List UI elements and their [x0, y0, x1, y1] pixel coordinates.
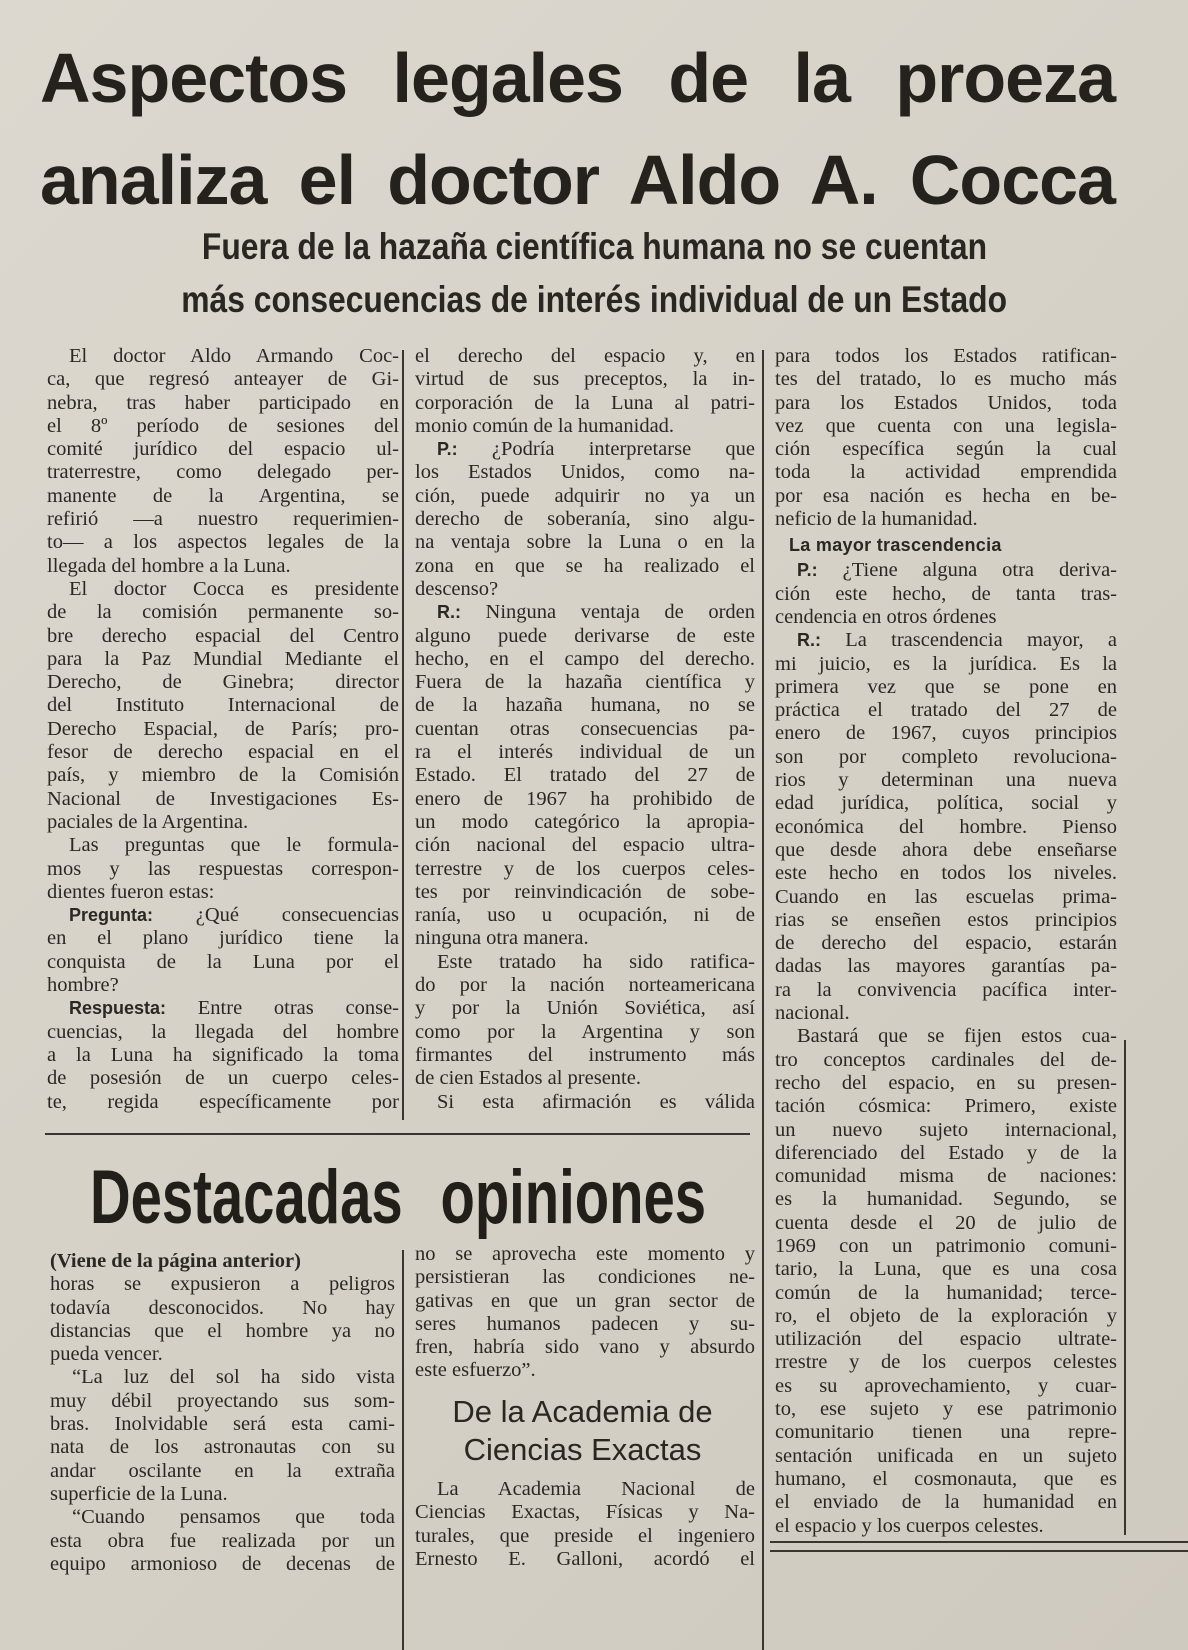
line-text: Ninguna ventaja de orden: [485, 601, 755, 624]
text-line: común de la humanidad; terce-: [775, 1281, 1117, 1304]
text-line: ción nacional del espacio ultra-: [415, 834, 755, 857]
text-line: comunitario tienen una repre-: [775, 1421, 1117, 1444]
column-rule: [402, 1250, 404, 1650]
text-line: manente de la Argentina, se: [47, 484, 399, 507]
lead-label: Respuesta:: [69, 998, 167, 1019]
column-rule: [402, 350, 404, 1120]
text-line: vez que cuenta con una legisla-: [775, 414, 1117, 437]
text-line: horas se expusieron a peligros: [50, 1273, 395, 1296]
text-line: ción específica según la cual: [775, 438, 1117, 461]
academia-title-1: De la Academia de: [452, 1394, 713, 1429]
text-line: ción, puede adquirir no ya un: [415, 484, 755, 507]
text-line: monio común de la humanidad.: [415, 414, 675, 437]
text-line: que desde ahora debe enseñarse: [775, 838, 1117, 861]
text-line: 1969 con un patrimonio comuni-: [775, 1234, 1117, 1257]
text-line: de cien Estados al presente.: [415, 1067, 641, 1090]
text-line: El doctor Aldo Armando Coc-: [69, 345, 399, 367]
text-line: rios y determinan una nueva: [775, 769, 1117, 792]
text-line: [415, 438, 755, 461]
text-line: [415, 601, 755, 624]
text-line: no se aprovecha este momento y: [415, 1243, 755, 1265]
text-line: Bastará que se fijen estos cua-: [797, 1025, 1117, 1048]
subheadline-line-1: [0, 222, 1188, 272]
text-line: de posesión de un cuerpo celes-: [47, 1067, 399, 1090]
section-divider: [45, 1133, 750, 1135]
text-line: de derecho del espacio, estarán: [775, 932, 1117, 955]
text-line: y por la Unión Soviética, así: [415, 997, 755, 1020]
line-text: ¿Podría interpretarse que: [491, 438, 755, 461]
text-line: neficio de la humanidad.: [775, 508, 978, 531]
text-line: muy débil proyectando sus som-: [50, 1389, 395, 1412]
text-line: para los Estados Unidos, toda: [775, 391, 1117, 414]
column-3-bottom: [775, 559, 1117, 1537]
subheadline-text-1: Fuera de la hazaña científica humana no se cuentan: [201, 226, 987, 267]
academia-title-2: Ciencias Exactas: [463, 1432, 702, 1467]
text-line: Estado. El tratado del 27 de: [415, 764, 755, 787]
text-line: del Instituto Internacional de: [47, 694, 399, 717]
text-line: dadas las mayores garantías pa-: [775, 955, 1117, 978]
subheadline-line-2: [0, 275, 1188, 325]
text-line: nacional.: [775, 1002, 850, 1025]
text-line: este esfuerzo”.: [415, 1359, 536, 1382]
text-line: el espacio y los cuerpos celestes.: [775, 1514, 1044, 1537]
line-text: ¿Tiene alguna otra deriva-: [842, 559, 1118, 582]
text-line: traterrestre, como delegado per-: [47, 461, 399, 484]
text-line: un nuevo sujeto internacional,: [775, 1118, 1117, 1141]
text-line: es su aprovechamiento, y cuar-: [775, 1374, 1117, 1397]
text-line: enero de 1967 ha prohibido de: [415, 787, 755, 810]
subheadline-text-2: más consecuencias de interés individual de un Estado: [181, 279, 1007, 320]
text-line: humano, el cosmonauta, que es: [775, 1467, 1117, 1490]
opinions-column-2-academia: [415, 1478, 755, 1571]
text-line: persistieran las condiciones ne-: [415, 1266, 755, 1289]
text-line: esta obra fue realizada por un: [50, 1529, 395, 1552]
text-line: el derecho del espacio y, en: [415, 345, 755, 367]
text-line: comunidad misma de naciones:: [775, 1165, 1117, 1188]
text-line: [47, 904, 399, 927]
text-line: nebra, tras haber participado en: [47, 391, 399, 414]
text-line: un modo categórico la apropia-: [415, 810, 755, 833]
text-line: ninguna otra manera.: [415, 927, 589, 950]
opinions-column-1: [50, 1250, 395, 1576]
column-3-top: [775, 345, 1117, 531]
text-line: [775, 629, 1117, 652]
text-line: para la Paz Mundial Mediante el: [47, 647, 399, 670]
paragraph: [415, 1091, 755, 1114]
text-line: a la Luna ha significado la toma: [47, 1043, 399, 1066]
paragraph: [50, 1250, 395, 1273]
text-line: de la comisión permanente so-: [47, 601, 399, 624]
text-line: ra el interés individual de un: [415, 741, 755, 764]
text-line: na ventaja sobre la Luna o en la: [415, 531, 755, 554]
text-line: seres humanos padecen y su-: [415, 1312, 755, 1335]
text-line: hecho, en el campo del derecho.: [415, 647, 755, 670]
text-line: corporación de la Luna al patri-: [415, 391, 755, 414]
text-line: conquista de la Luna por el: [47, 950, 399, 973]
text-line: Ciencias Exactas, Físicas y Na-: [415, 1501, 755, 1524]
paragraph: [775, 629, 1117, 1025]
text-line: los Estados Unidos, como na-: [415, 461, 755, 484]
paragraph: [50, 1273, 395, 1366]
bottom-double-rule: [770, 1550, 1188, 1552]
text-line: cendencia en otros órdenes: [775, 605, 997, 628]
text-line: alguno puede derivarse de este: [415, 624, 755, 647]
text-line: tación cósmica: Primero, existe: [775, 1095, 1117, 1118]
text-line: rrestre y de los cuerpos celestes: [775, 1351, 1117, 1374]
text-line: refirió —a nuestro requerimien-: [47, 508, 399, 531]
text-line: Nacional de Investigaciones Es-: [47, 787, 399, 810]
text-line: ro, el objeto de la exploración y: [775, 1304, 1117, 1327]
text-line: turales, que preside el ingeniero: [415, 1524, 755, 1547]
text-line: tario, la Luna, que es una cosa: [775, 1258, 1117, 1281]
text-line: gativas en que un gran sector de: [415, 1289, 755, 1312]
headline-line-2: analiza el doctor Aldo A. Cocca: [40, 141, 1115, 219]
text-line: paciales de la Argentina.: [47, 810, 249, 833]
text-line: virtud de sus preceptos, la in-: [415, 368, 755, 391]
text-line: pueda vencer.: [50, 1343, 163, 1366]
text-line: económica del hombre. Pienso: [775, 815, 1117, 838]
line-text: Entre otras conse-: [197, 997, 400, 1020]
text-line: Si esta afirmación es válida: [437, 1090, 755, 1113]
text-line: como por la Argentina y son: [415, 1020, 755, 1043]
paragraph: [47, 834, 399, 904]
text-line: firmantes del instrumento más: [415, 1043, 755, 1066]
text-line: superficie de la Luna.: [50, 1482, 228, 1505]
paragraph: [415, 1478, 755, 1571]
text-line: distancias que el hombre ya no: [50, 1319, 395, 1342]
bottom-double-rule: [770, 1541, 1188, 1543]
text-line: Derecho, de Ginebra; director: [47, 671, 399, 694]
text-line: mi juicio, es la jurídica. Es la: [775, 652, 1117, 675]
text-line: equipo armonioso de decenas de: [50, 1552, 395, 1575]
text-line: tro conceptos cardinales del de-: [775, 1048, 1117, 1071]
paragraph: [47, 578, 399, 834]
paragraph: [50, 1366, 395, 1506]
opinions-title: [90, 1155, 710, 1240]
lead-label: Pregunta:: [69, 905, 154, 926]
text-line: hombre?: [47, 974, 119, 997]
text-line: nata de los astronautas con su: [50, 1436, 395, 1459]
text-line: rias se enseñen estos principios: [775, 908, 1117, 931]
text-line: Cuando en las escuelas prima-: [775, 885, 1117, 908]
headline-line-1: Aspectos legales de la proeza: [40, 39, 1115, 117]
text-line: diferenciado del Estado y de la: [775, 1141, 1117, 1164]
text-line: do por la nación norteamericana: [415, 974, 755, 997]
text-line: El doctor Cocca es presidente: [69, 577, 399, 600]
text-line: terrestre y de los cuerpos celes-: [415, 857, 755, 880]
text-line: mos y las respuestas correspon-: [47, 857, 399, 880]
text-line: to— a los aspectos legales de la: [47, 531, 399, 554]
text-line: [775, 559, 1117, 582]
text-line: “Cuando pensamos que toda: [72, 1506, 395, 1529]
paragraph: [47, 997, 399, 1113]
text-line: en el plano jurídico tiene la: [47, 927, 399, 950]
text-line: “La luz del sol ha sido vista: [72, 1366, 395, 1389]
text-line: por esa nación es hecha en be-: [775, 484, 1117, 507]
line-text: ¿Qué consecuencias: [195, 904, 400, 927]
opinions-title-text: Destacadas opiniones: [90, 1155, 707, 1240]
paragraph: [47, 904, 399, 997]
text-line: Fuera de la hazaña científica y: [415, 671, 755, 694]
text-line: todavía desconocidos. No hay: [50, 1296, 395, 1319]
text-line: el enviado de la humanidad en: [775, 1491, 1117, 1514]
text-line: andar oscilante en la extraña: [50, 1459, 395, 1482]
text-line: el 8º período de sesiones del: [47, 414, 399, 437]
text-line: son por completo revoluciona-: [775, 745, 1117, 768]
paragraph: [775, 1025, 1117, 1538]
text-line: derecho de soberanía, sino algu-: [415, 508, 755, 531]
text-line: ra la convivencia pacífica inter-: [775, 978, 1117, 1001]
text-line: es la humanidad. Segundo, se: [775, 1188, 1117, 1211]
text-line: ción este hecho, de tanta tras-: [775, 582, 1117, 605]
text-line: zona en que se ha realizado el: [415, 554, 755, 577]
text-line: práctica el tratado del 27 de: [775, 699, 1117, 722]
text-line: ca, que regresó anteayer de Gi-: [47, 368, 399, 391]
lead-label: P.:: [437, 439, 458, 460]
text-line: (Viene de la página anterior): [50, 1250, 301, 1272]
text-line: llegada del hombre a la Luna.: [47, 554, 291, 577]
text-line: tes del tratado, lo es mucho más: [775, 368, 1117, 391]
text-line: bre derecho espacial del Centro: [47, 624, 399, 647]
line-text: La trascendencia mayor, a: [845, 629, 1117, 652]
text-line: Las preguntas que le formula-: [69, 834, 399, 857]
paragraph: [415, 601, 755, 950]
text-line: cuentan otras consecuencias pa-: [415, 717, 755, 740]
text-line: toda la actividad emprendida: [775, 461, 1117, 484]
text-line: Ernesto E. Galloni, acordó el: [415, 1547, 755, 1570]
paragraph: [415, 345, 755, 438]
lead-label: P.:: [797, 560, 818, 581]
opinions-column-2: [415, 1243, 755, 1383]
paragraph: [415, 951, 755, 1091]
article-column-1: [47, 345, 399, 1114]
text-line: te, regida específicamente por: [47, 1090, 399, 1113]
text-line: fren, habría sido vano y absurdo: [415, 1336, 755, 1359]
text-line: país, y miembro de la Comisión: [47, 764, 399, 787]
paragraph: [47, 345, 399, 578]
text-line: Derecho Espacial, de París; pro-: [47, 717, 399, 740]
text-line: utilización del espacio ultrate-: [775, 1328, 1117, 1351]
paragraph: [775, 559, 1117, 629]
text-line: para todos los Estados ratifican-: [775, 345, 1117, 367]
paragraph: [775, 345, 1117, 531]
text-line: enero de 1967, cuyos principios: [775, 722, 1117, 745]
text-line: dientes fueron estas:: [47, 880, 215, 903]
paragraph: [415, 438, 755, 601]
text-line: recho del espacio, en su presen-: [775, 1071, 1117, 1094]
article-column-3: [775, 345, 1117, 1538]
text-line: descenso?: [415, 577, 499, 600]
column-rule: [762, 350, 764, 1650]
text-line: cuenta desde el 20 de julio de: [775, 1211, 1117, 1234]
lead-label: R.:: [797, 630, 821, 651]
text-line: sentación unificada en un sujeto: [775, 1444, 1117, 1467]
text-line: fesor de derecho espacial en el: [47, 741, 399, 764]
text-line: cuencias, la llegada del hombre: [47, 1020, 399, 1043]
lead-label: R.:: [437, 602, 461, 623]
text-line: comité jurídico del espacio ul-: [47, 438, 399, 461]
column-rule: [1124, 1040, 1126, 1535]
text-line: bras. Inolvidable será esta cami-: [50, 1413, 395, 1436]
text-line: primera vez que se pone en: [775, 675, 1117, 698]
text-line: de la hazaña humana, no se: [415, 694, 755, 717]
text-line: Este tratado ha sido ratifica-: [437, 950, 755, 973]
text-line: [47, 997, 399, 1020]
article-column-2: [415, 345, 755, 1114]
text-line: La Academia Nacional de: [437, 1478, 755, 1500]
text-line: tes por reinvindicación de sobe-: [415, 880, 755, 903]
section-subhead: La mayor trascendencia: [789, 535, 1002, 556]
text-line: to, ese sujeto y ese patrimonio: [775, 1398, 1117, 1421]
text-line: este hecho en todos los niveles.: [775, 862, 1117, 885]
paragraph: [415, 1243, 755, 1383]
text-line: edad jurídica, política, social y: [775, 792, 1117, 815]
text-line: ranía, uso u ocupación, ni de: [415, 904, 755, 927]
paragraph: [50, 1506, 395, 1576]
